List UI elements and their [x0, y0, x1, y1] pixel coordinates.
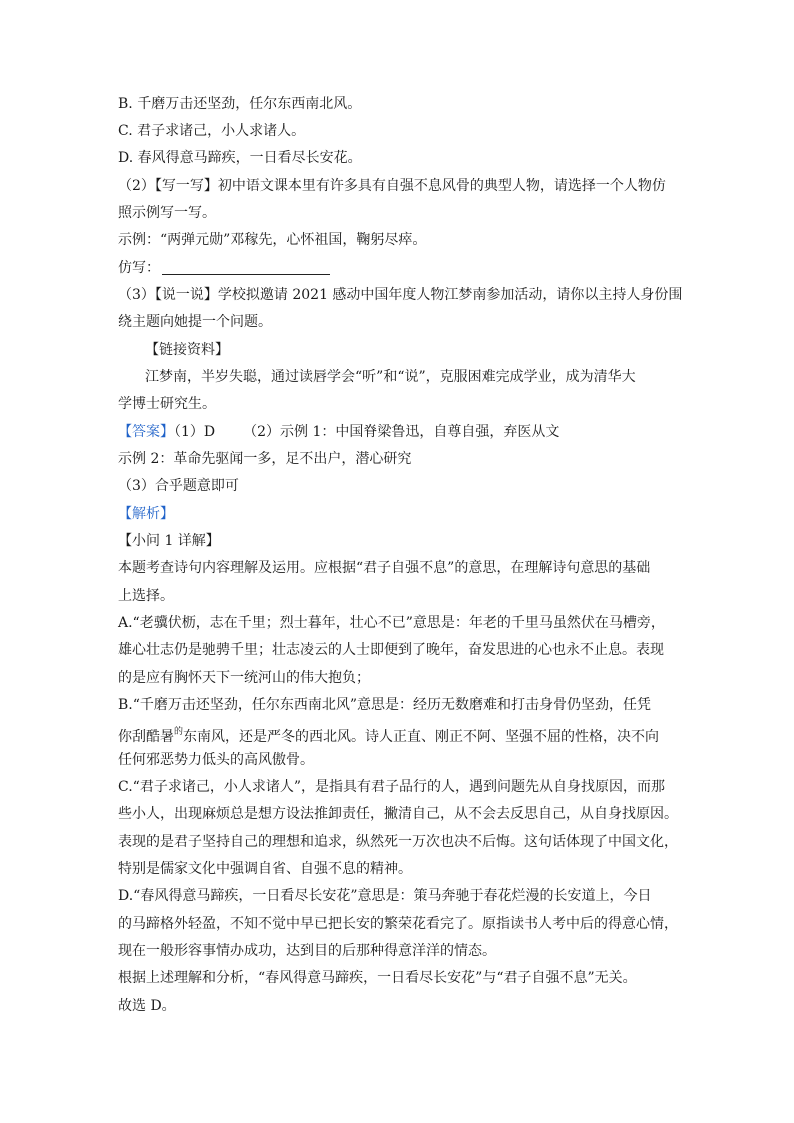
- question-2-line-2: 照示例写一写。: [118, 205, 216, 221]
- answer-line-2: 示例 2：革命先驱闻一多，足不出户，潜心研究: [118, 451, 412, 467]
- example-line: 示例：“两弹元勋”邓稼先，心怀祖国，鞠躬尽瘁。: [118, 232, 427, 248]
- link-text-line-2: 学博士研究生。: [118, 396, 216, 412]
- option-c-analysis-line-3: 表现的是君子坚持自己的理想和追求，纵然死一万次也决不后悔。这句话体现了中国文化，: [118, 834, 678, 850]
- imitate-line: [118, 258, 330, 278]
- intro-line-2: 上选择。: [118, 588, 174, 604]
- option-c-analysis-line-2: 些小人，出现麻烦总是想方设法推卸责任，撇清自己，从不会去反思自己，从自身找原因。: [118, 806, 678, 822]
- answer-1: （1）D: [174, 424, 216, 440]
- option-b-analysis-text-cont: 东南风，还是严冬的西北风。诗人正直、刚正不阿、坚强不屈的性格，决不向: [183, 729, 660, 745]
- question-3-line-1: （3）【说一说】学校拟邀请 2021 感动中国年度人物江梦南参加活动，请你以主持人身份围: [118, 287, 683, 303]
- answer-2: （2）示例 1：中国脊梁鲁迅，自尊自强，弃医从文: [243, 424, 560, 440]
- conclusion-line: 根据上述理解和分析，“春风得意马蹄疾，一日看尽长安花”与“君子自强不息”无关。: [118, 970, 637, 986]
- option-b-analysis-line-1: B.“千磨万击还坚劲，任尔东西南北风”意思是：经历无数磨难和打击身骨仍坚劲，任凭: [118, 697, 652, 713]
- option-a-analysis-line-3: 的是应有胸怀天下一统河山的伟大抱负；: [118, 670, 370, 686]
- option-b-analysis-text: 你刮酷暑: [118, 729, 174, 745]
- question-3-line-2: 绕主题向她提一个问题。: [118, 314, 272, 330]
- imitate-label: 仿写：: [118, 260, 160, 276]
- intro-line-1: 本题考查诗句内容理解及运用。应根据“君子自强不息”的意思，在理解诗句意思的基础: [118, 560, 651, 576]
- link-title: 【链接资料】: [145, 342, 229, 358]
- answer-blank: [162, 260, 330, 275]
- option-b-analysis-line-3: 任何邪恶势力低头的高风傲骨。: [118, 752, 314, 768]
- option-b: B. 千磨万击还坚劲，任尔东西南北风。: [118, 96, 362, 112]
- option-c-analysis-line-4: 特别是儒家文化中强调自省、自强不息的精神。: [118, 861, 412, 877]
- superscript-char: 的: [174, 727, 184, 737]
- sub-question-1-heading: 【小问 1 详解】: [118, 533, 220, 549]
- option-d-analysis-line-3: 现在一般形容事情办成功，达到目的后那种得意洋洋的情态。: [118, 943, 496, 959]
- option-c: C. 君子求诸己，小人求诸人。: [118, 123, 306, 139]
- analysis-label: 【解析】: [118, 506, 174, 522]
- option-d-analysis-line-1: D.“春风得意马蹄疾，一日看尽长安花”意思是：策马奔驰于春花烂漫的长安道上，今日: [118, 888, 652, 904]
- answer-line-1: [118, 422, 559, 442]
- option-d-analysis-line-2: 的马蹄格外轻盈，不知不觉中早已把长安的繁荣花看完了。原指读书人考中后的得意心情，: [118, 916, 678, 932]
- option-b-analysis-line-2: [118, 722, 659, 747]
- link-text-line-1: 江梦南，半岁失聪，通过读唇学会“听”和“说”，克服困难完成学业，成为清华大: [145, 369, 636, 385]
- option-d: D. 春风得意马蹄疾，一日看尽长安花。: [118, 150, 362, 166]
- option-a-analysis-line-1: A.“老骥伏枥，志在千里；烈士暮年，壮心不已”意思是：年老的千里马虽然伏在马槽旁，: [118, 615, 665, 631]
- answer-label: 【答案】: [118, 424, 174, 440]
- final-answer-line: 故选 D。: [118, 998, 176, 1014]
- option-c-analysis-line-1: C.“君子求诸己，小人求诸人”，是指具有君子品行的人，遇到问题先从自身找原因，而那: [118, 779, 665, 795]
- question-2-line-1: （2）【写一写】初中语文课本里有许多具有自强不息风骨的典型人物，请选择一个人物仿: [118, 178, 666, 194]
- answer-line-3: （3）合乎题意即可: [118, 478, 239, 494]
- option-a-analysis-line-2: 雄心壮志仍是驰骋千里；壮志凌云的人士即便到了晚年，奋发思进的心也永不止息。表现: [118, 642, 664, 658]
